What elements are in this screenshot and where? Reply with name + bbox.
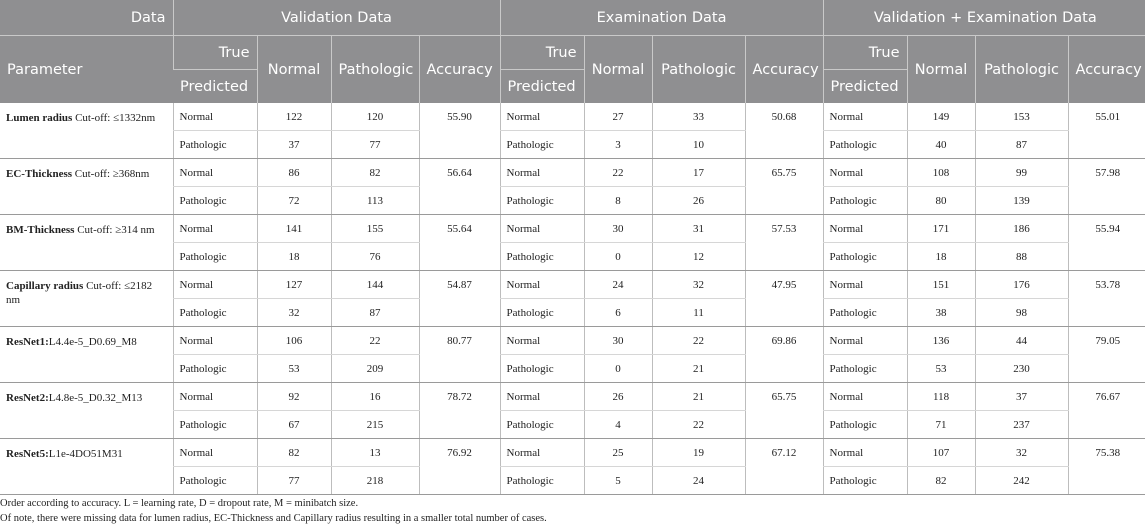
- predicted-pathologic-label: Pathologic: [500, 467, 584, 495]
- accuracy-cell: 56.64: [419, 159, 500, 215]
- accuracy-cell: 78.72: [419, 383, 500, 439]
- predicted-pathologic-label: Pathologic: [823, 243, 907, 271]
- normal-header: Normal: [907, 36, 975, 104]
- count-cell: 24: [584, 271, 652, 299]
- count-cell: 127: [257, 271, 331, 299]
- accuracy-cell: 55.64: [419, 215, 500, 271]
- parameter-cell: [0, 327, 173, 383]
- predicted-pathologic-label: Pathologic: [823, 355, 907, 383]
- table-row: [0, 271, 1145, 299]
- predicted-normal-label: Normal: [823, 159, 907, 187]
- count-cell: 53: [257, 355, 331, 383]
- pathologic-header: Pathologic: [331, 36, 419, 104]
- table-header: [0, 0, 1145, 103]
- table-notes: [0, 496, 547, 526]
- predicted-normal-label: Normal: [823, 271, 907, 299]
- count-cell: 67: [257, 411, 331, 439]
- predicted-pathologic-label: Pathologic: [173, 187, 257, 215]
- count-cell: 32: [652, 271, 745, 299]
- predicted-normal-label: Normal: [173, 103, 257, 131]
- count-cell: 12: [652, 243, 745, 271]
- parameter-cell: [0, 159, 173, 215]
- parameter-name: EC-Thickness: [6, 168, 73, 180]
- predicted-normal-label: Normal: [173, 327, 257, 355]
- count-cell: 87: [975, 131, 1068, 159]
- count-cell: 82: [331, 159, 419, 187]
- parameter-name: ResNet5:: [6, 448, 49, 460]
- count-cell: 22: [331, 327, 419, 355]
- count-cell: 32: [257, 299, 331, 327]
- count-cell: 149: [907, 103, 975, 131]
- count-cell: 92: [257, 383, 331, 411]
- count-cell: 16: [331, 383, 419, 411]
- count-cell: 209: [331, 355, 419, 383]
- accuracy-cell: 69.86: [745, 327, 823, 383]
- count-cell: 242: [975, 467, 1068, 495]
- predicted-normal-label: Normal: [173, 383, 257, 411]
- predicted-header: Predicted: [173, 70, 257, 104]
- count-cell: 38: [907, 299, 975, 327]
- table-row: [0, 439, 1145, 467]
- count-cell: 151: [907, 271, 975, 299]
- validation-group-header: Validation Data: [173, 0, 500, 36]
- count-cell: 22: [652, 327, 745, 355]
- table-row: [0, 215, 1145, 243]
- count-cell: 113: [331, 187, 419, 215]
- predicted-normal-label: Normal: [173, 271, 257, 299]
- table-row: [0, 159, 1145, 187]
- count-cell: 22: [584, 159, 652, 187]
- accuracy-cell: 55.94: [1068, 215, 1145, 271]
- true-header: True: [500, 36, 584, 70]
- true-header: True: [173, 36, 257, 70]
- accuracy-cell: 57.53: [745, 215, 823, 271]
- count-cell: 87: [331, 299, 419, 327]
- predicted-pathologic-label: Pathologic: [500, 187, 584, 215]
- count-cell: 21: [652, 383, 745, 411]
- true-header: True: [823, 36, 907, 70]
- count-cell: 31: [652, 215, 745, 243]
- predicted-pathologic-label: Pathologic: [500, 355, 584, 383]
- normal-header: Normal: [584, 36, 652, 104]
- parameter-detail: Cut-off: ≤1332nm: [72, 112, 156, 124]
- accuracy-cell: 57.98: [1068, 159, 1145, 215]
- accuracy-cell: 67.12: [745, 439, 823, 495]
- examination-group-header: Examination Data: [500, 0, 823, 36]
- count-cell: 32: [975, 439, 1068, 467]
- count-cell: 44: [975, 327, 1068, 355]
- count-cell: 107: [907, 439, 975, 467]
- predicted-normal-label: Normal: [500, 215, 584, 243]
- count-cell: 144: [331, 271, 419, 299]
- predicted-pathologic-label: Pathologic: [173, 467, 257, 495]
- count-cell: 11: [652, 299, 745, 327]
- count-cell: 118: [907, 383, 975, 411]
- predicted-normal-label: Normal: [823, 439, 907, 467]
- count-cell: 6: [584, 299, 652, 327]
- count-cell: 19: [652, 439, 745, 467]
- count-cell: 106: [257, 327, 331, 355]
- accuracy-cell: 75.38: [1068, 439, 1145, 495]
- parameter-name: BM-Thickness: [6, 224, 75, 236]
- combined-group-header: Validation + Examination Data: [823, 0, 1145, 36]
- accuracy-header: Accuracy: [1068, 36, 1145, 104]
- count-cell: 25: [584, 439, 652, 467]
- predicted-header: Predicted: [823, 70, 907, 104]
- note-line: Order according to accuracy. L = learning rate, D = dropout rate, M = minibatch size.: [0, 498, 359, 509]
- count-cell: 77: [331, 131, 419, 159]
- count-cell: 72: [257, 187, 331, 215]
- count-cell: 5: [584, 467, 652, 495]
- predicted-normal-label: Normal: [823, 215, 907, 243]
- parameter-name: ResNet1:: [6, 336, 49, 348]
- count-cell: 33: [652, 103, 745, 131]
- parameter-cell: [0, 103, 173, 159]
- parameter-detail: Cut-off: ≤2182 nm: [6, 280, 153, 306]
- count-cell: 218: [331, 467, 419, 495]
- count-cell: 186: [975, 215, 1068, 243]
- predicted-pathologic-label: Pathologic: [823, 131, 907, 159]
- count-cell: 82: [257, 439, 331, 467]
- count-cell: 136: [907, 327, 975, 355]
- count-cell: 26: [652, 187, 745, 215]
- count-cell: 26: [584, 383, 652, 411]
- count-cell: 4: [584, 411, 652, 439]
- count-cell: 71: [907, 411, 975, 439]
- count-cell: 18: [257, 243, 331, 271]
- predicted-pathologic-label: Pathologic: [823, 299, 907, 327]
- parameter-cell: [0, 383, 173, 439]
- count-cell: 77: [257, 467, 331, 495]
- predicted-pathologic-label: Pathologic: [823, 187, 907, 215]
- note-line: Of note, there were missing data for lumen radius, EC-Thickness and Capillary radius resulting in a smaller total number of cases.: [0, 513, 547, 524]
- count-cell: 21: [652, 355, 745, 383]
- predicted-normal-label: Normal: [173, 439, 257, 467]
- count-cell: 155: [331, 215, 419, 243]
- parameter-detail: Cut-off: ≥368nm: [72, 168, 150, 180]
- table-row: [0, 103, 1145, 131]
- predicted-pathologic-label: Pathologic: [173, 243, 257, 271]
- count-cell: 37: [257, 131, 331, 159]
- count-cell: 18: [907, 243, 975, 271]
- parameter-cell: [0, 439, 173, 495]
- predicted-normal-label: Normal: [500, 159, 584, 187]
- predicted-normal-label: Normal: [173, 159, 257, 187]
- accuracy-cell: 65.75: [745, 383, 823, 439]
- count-cell: 0: [584, 355, 652, 383]
- count-cell: 86: [257, 159, 331, 187]
- accuracy-cell: 47.95: [745, 271, 823, 327]
- parameter-header: Parameter: [0, 36, 173, 104]
- count-cell: 13: [331, 439, 419, 467]
- count-cell: 108: [907, 159, 975, 187]
- accuracy-cell: 50.68: [745, 103, 823, 159]
- data-header: Data: [0, 0, 173, 36]
- predicted-normal-label: Normal: [823, 383, 907, 411]
- predicted-normal-label: Normal: [500, 327, 584, 355]
- predicted-normal-label: Normal: [500, 383, 584, 411]
- accuracy-cell: 79.05: [1068, 327, 1145, 383]
- count-cell: 237: [975, 411, 1068, 439]
- parameter-name: Lumen radius: [6, 112, 73, 124]
- count-cell: 30: [584, 215, 652, 243]
- parameter-detail: L1e-4DO51M31: [48, 448, 123, 460]
- count-cell: 80: [907, 187, 975, 215]
- count-cell: 40: [907, 131, 975, 159]
- count-cell: 88: [975, 243, 1068, 271]
- count-cell: 215: [331, 411, 419, 439]
- predicted-pathologic-label: Pathologic: [500, 131, 584, 159]
- accuracy-cell: 54.87: [419, 271, 500, 327]
- count-cell: 8: [584, 187, 652, 215]
- count-cell: 98: [975, 299, 1068, 327]
- predicted-normal-label: Normal: [823, 327, 907, 355]
- accuracy-cell: 80.77: [419, 327, 500, 383]
- accuracy-cell: 53.78: [1068, 271, 1145, 327]
- count-cell: 99: [975, 159, 1068, 187]
- predicted-normal-label: Normal: [500, 271, 584, 299]
- accuracy-header: Accuracy: [419, 36, 500, 104]
- count-cell: 0: [584, 243, 652, 271]
- count-cell: 22: [652, 411, 745, 439]
- table-row: [0, 327, 1145, 355]
- count-cell: 37: [975, 383, 1068, 411]
- table-row: [0, 383, 1145, 411]
- count-cell: 171: [907, 215, 975, 243]
- count-cell: 76: [331, 243, 419, 271]
- accuracy-cell: 65.75: [745, 159, 823, 215]
- accuracy-cell: 55.90: [419, 103, 500, 159]
- count-cell: 139: [975, 187, 1068, 215]
- parameter-cell: [0, 215, 173, 271]
- count-cell: 230: [975, 355, 1068, 383]
- count-cell: 24: [652, 467, 745, 495]
- count-cell: 122: [257, 103, 331, 131]
- table-body: [0, 103, 1145, 495]
- predicted-header: Predicted: [500, 70, 584, 104]
- accuracy-cell: 76.67: [1068, 383, 1145, 439]
- parameter-name: ResNet2:: [6, 392, 49, 404]
- count-cell: 82: [907, 467, 975, 495]
- predicted-normal-label: Normal: [173, 215, 257, 243]
- predicted-pathologic-label: Pathologic: [173, 131, 257, 159]
- count-cell: 153: [975, 103, 1068, 131]
- count-cell: 53: [907, 355, 975, 383]
- parameter-detail: L4.8e-5_D0.32_M13: [48, 392, 143, 404]
- pathologic-header: Pathologic: [652, 36, 745, 104]
- count-cell: 10: [652, 131, 745, 159]
- accuracy-cell: 76.92: [419, 439, 500, 495]
- count-cell: 30: [584, 327, 652, 355]
- accuracy-header: Accuracy: [745, 36, 823, 104]
- predicted-pathologic-label: Pathologic: [500, 299, 584, 327]
- parameter-name: Capillary radius: [6, 280, 84, 292]
- predicted-normal-label: Normal: [500, 439, 584, 467]
- count-cell: 27: [584, 103, 652, 131]
- normal-header: Normal: [257, 36, 331, 104]
- predicted-pathologic-label: Pathologic: [173, 355, 257, 383]
- predicted-normal-label: Normal: [500, 103, 584, 131]
- predicted-pathologic-label: Pathologic: [823, 411, 907, 439]
- predicted-pathologic-label: Pathologic: [173, 299, 257, 327]
- predicted-normal-label: Normal: [823, 103, 907, 131]
- predicted-pathologic-label: Pathologic: [823, 467, 907, 495]
- pathologic-header: Pathologic: [975, 36, 1068, 104]
- predicted-pathologic-label: Pathologic: [500, 243, 584, 271]
- parameter-cell: [0, 271, 173, 327]
- count-cell: 120: [331, 103, 419, 131]
- predicted-pathologic-label: Pathologic: [500, 411, 584, 439]
- parameter-detail: Cut-off: ≥314 nm: [74, 224, 155, 236]
- count-cell: 3: [584, 131, 652, 159]
- accuracy-cell: 55.01: [1068, 103, 1145, 159]
- count-cell: 176: [975, 271, 1068, 299]
- count-cell: 17: [652, 159, 745, 187]
- parameter-detail: L4.4e-5_D0.69_M8: [48, 336, 137, 348]
- count-cell: 141: [257, 215, 331, 243]
- predicted-pathologic-label: Pathologic: [173, 411, 257, 439]
